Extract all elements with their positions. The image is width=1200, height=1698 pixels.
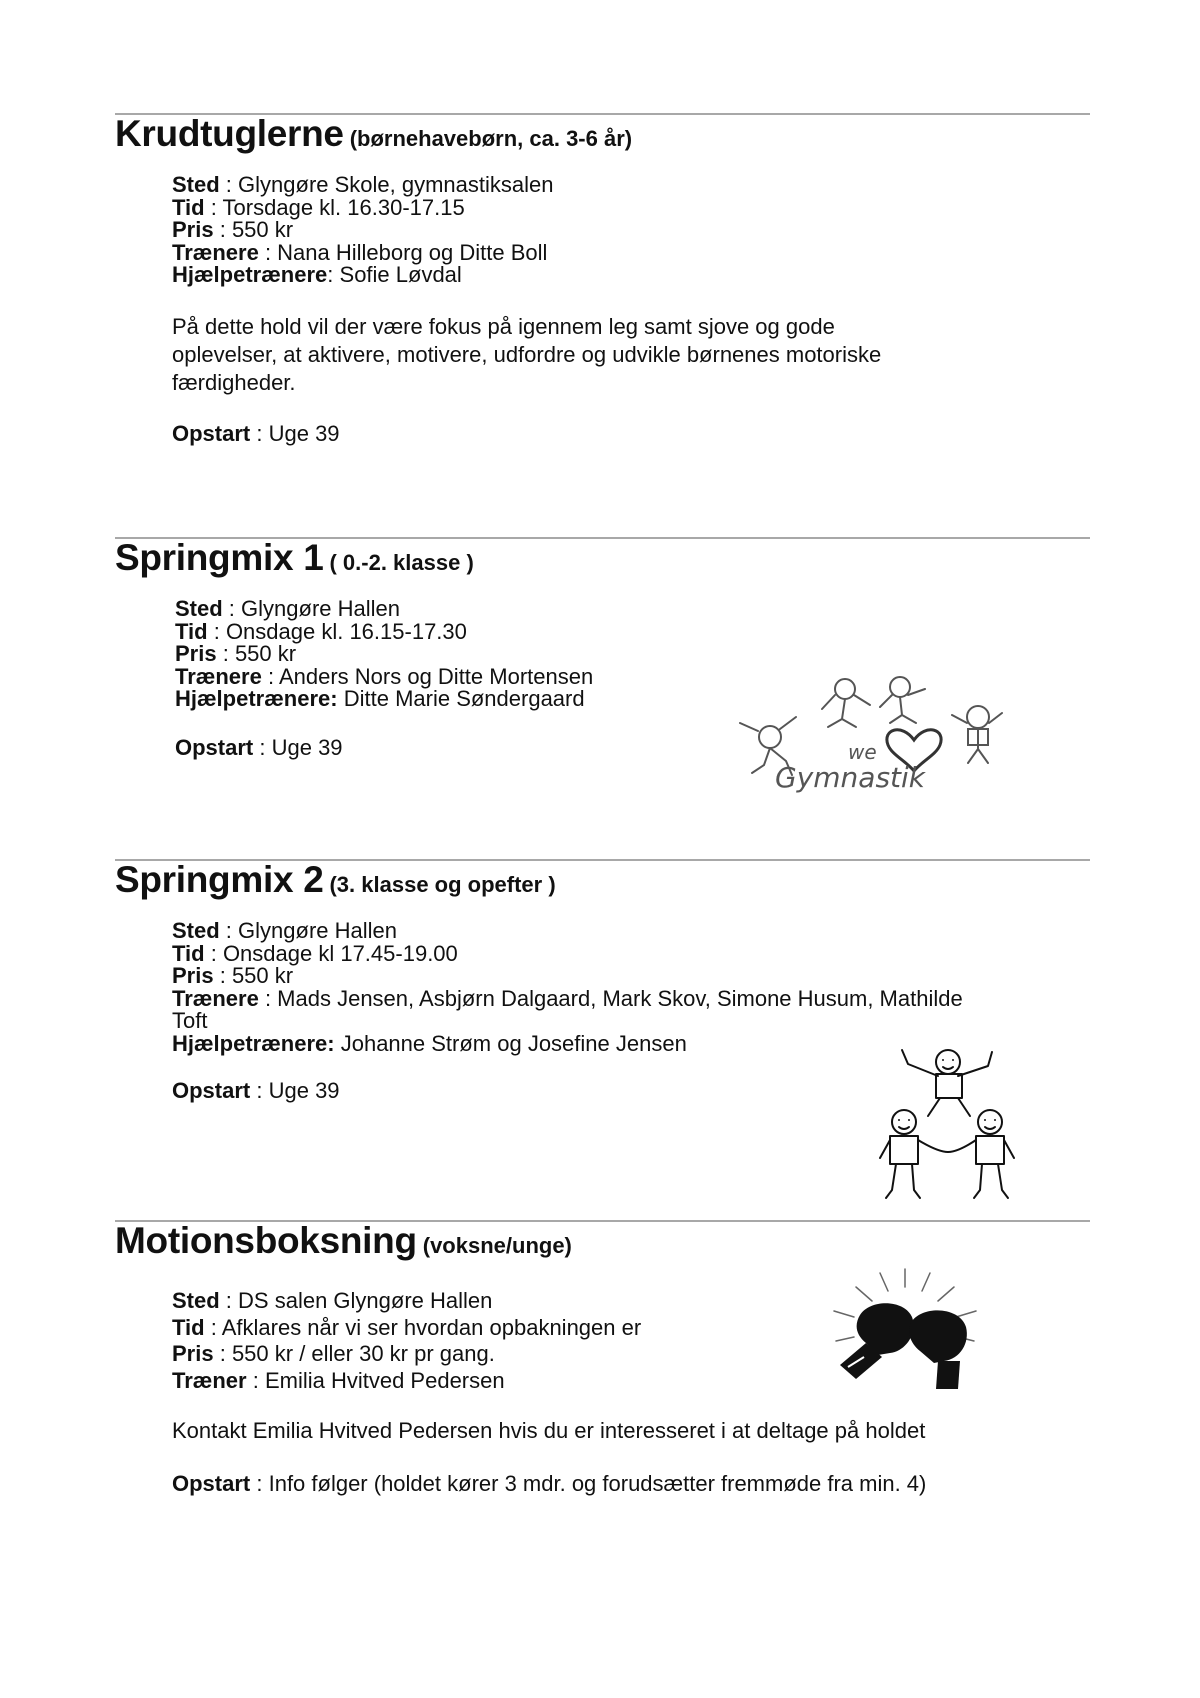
section-heading-springmix-1: [115, 537, 474, 579]
section-details: [172, 920, 963, 1055]
section-title: Motionsboksning: [115, 1220, 417, 1261]
detail-traenere: Trænere : Anders Nors og Ditte Mortensen: [175, 663, 594, 689]
detail-tid: Tid : Afklares når vi ser hvordan opbakningen er: [172, 1314, 642, 1340]
opstart-line: Opstart : Uge 39: [172, 1078, 340, 1103]
contact-line: Kontakt Emilia Hvitved Pedersen hvis du er interesseret i at deltage på holdet: [172, 1418, 926, 1443]
detail-sted: Sted : Glyngøre Skole, gymnastiksalen: [172, 172, 554, 197]
detail-tid: Tid : Torsdage kl. 16.30-17.15: [172, 194, 465, 220]
section-heading-krudtuglerne: [115, 113, 632, 155]
section-details: [172, 174, 554, 287]
detail-hjaelpetraenere: Hjælpetrænere: Johanne Strøm og Josefine Jensen: [172, 1030, 687, 1056]
section-title: Krudtuglerne: [115, 113, 344, 154]
section-subtitle: ( 0.-2. klasse ): [329, 550, 474, 575]
detail-traenere: Trænere : Mads Jensen, Asbjørn Dalgaard, Mark Skov, Simone Husum, Mathilde: [172, 985, 963, 1011]
boxing-gloves-illustration: [820, 1265, 990, 1400]
detail-pris: Pris : 550 kr: [172, 963, 294, 988]
section-heading-motionsboksning: [115, 1220, 572, 1262]
section-description: På dette hold vil der være fokus på igennem leg samt sjove og gode oplevelser, at aktivere, motivere, udfordre og udvikle børnenes motoriske færdigheder.: [172, 314, 882, 395]
detail-tid: Tid : Onsdage kl 17.45-19.00: [172, 940, 458, 966]
detail-traenere: Trænere : Nana Hilleborg og Ditte Boll: [172, 239, 548, 265]
gymnastik-text: Gymnastik: [775, 761, 926, 794]
opstart-line: Opstart : Uge 39: [175, 735, 343, 760]
detail-hjaelpetraenere: Hjælpetrænere: Sofie Løvdal: [172, 262, 462, 287]
we-love-gymnastik-illustration: [730, 665, 1010, 795]
detail-hjaelpetraenere: Hjælpetrænere: Ditte Marie Søndergaard: [175, 686, 585, 711]
detail-sted: Sted : Glyngøre Hallen: [175, 596, 400, 621]
we-text: we: [848, 740, 877, 764]
section-subtitle: (3. klasse og opefter ): [329, 872, 556, 897]
detail-sted: Sted : DS salen Glyngøre Hallen: [172, 1288, 493, 1313]
section-subtitle: (voksne/unge): [422, 1233, 572, 1258]
opstart-line: Opstart : Uge 39: [172, 421, 340, 446]
opstart-line: Opstart : Info følger (holdet kører 3 mdr. og forudsætter fremmøde fra min. 4): [172, 1471, 927, 1496]
detail-pris: Pris : 550 kr / eller 30 kr pr gang.: [172, 1341, 495, 1366]
section-title: Springmix 1: [115, 537, 324, 578]
section-details: [172, 1288, 641, 1394]
detail-pris: Pris : 550 kr: [175, 641, 297, 666]
section-details: [175, 598, 593, 711]
section-title: Springmix 2: [115, 859, 324, 900]
section-heading-springmix-2: [115, 859, 556, 901]
detail-pris: Pris : 550 kr: [172, 217, 294, 242]
section-subtitle: (børnehavebørn, ca. 3-6 år): [349, 126, 633, 151]
detail-sted: Sted : Glyngøre Hallen: [172, 918, 397, 943]
kids-pyramid-illustration: [868, 1040, 1028, 1208]
detail-traenere-cont: Toft: [172, 1008, 208, 1033]
detail-tid: Tid : Onsdage kl. 16.15-17.30: [175, 618, 467, 644]
detail-traener: Træner : Emilia Hvitved Pedersen: [172, 1367, 505, 1393]
